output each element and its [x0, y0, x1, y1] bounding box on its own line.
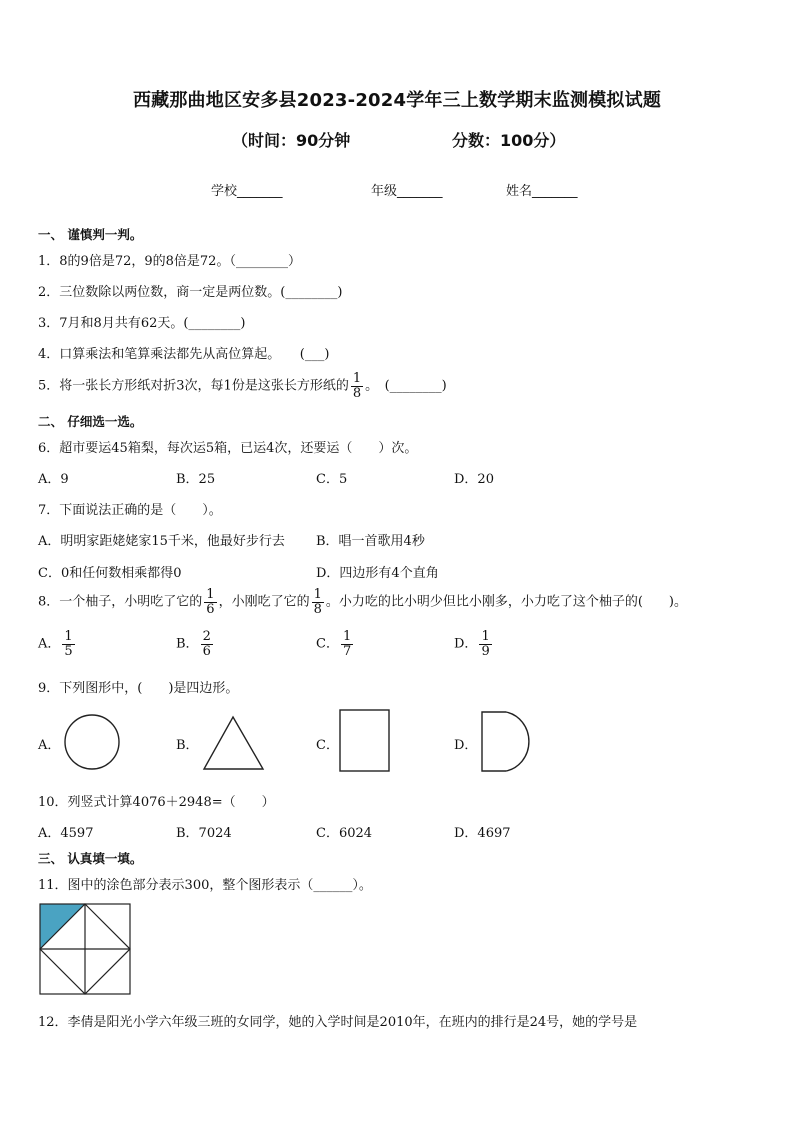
fraction-numerator: 1 [481, 629, 490, 644]
option-fraction [479, 630, 491, 658]
fraction-numerator: 1 [206, 587, 215, 602]
question-11: 11．图中的涂色部分表示300，整个图形表示（______）。 [38, 878, 372, 893]
option-label: A． [38, 636, 61, 652]
rectangle-shape [338, 708, 392, 774]
question-8-text-b: ，小刚吃了它的 [218, 594, 310, 610]
option-fraction [62, 630, 74, 658]
q9-option-c[interactable]: C． [316, 738, 339, 753]
fraction-one-eighth [351, 372, 363, 400]
fraction-denominator: 6 [206, 601, 215, 617]
triangle-shape [202, 714, 266, 772]
question-8-text-c: 。小力吃的比小明少但比小刚多，小力吃了这个柚子的( )。 [325, 594, 688, 610]
fraction-numerator: 2 [202, 629, 211, 644]
fraction-denominator: 5 [64, 643, 73, 659]
fraction-denominator: 8 [352, 385, 362, 401]
fraction-numerator: 1 [313, 587, 322, 602]
exam-score: 分数：100分） [452, 131, 566, 150]
q10-option-a[interactable]: A．4597 [38, 826, 94, 841]
question-6: 6．超市要运45箱梨，每次运5箱，已运4次，还要运（ ）次。 [38, 441, 418, 456]
q8-option-a[interactable] [38, 630, 77, 658]
option-fraction [341, 630, 353, 658]
page-title: 西藏那曲地区安多县2023-2024学年三上数学期末监测模拟试题 [132, 90, 662, 111]
q7-option-b[interactable]: B．唱一首歌用4秒 [316, 534, 425, 549]
option-label: B． [176, 636, 199, 652]
q7-option-d[interactable]: D．四边形有4个直角 [316, 566, 439, 581]
q8-option-c[interactable] [316, 630, 355, 658]
q6-option-a[interactable]: A．9 [38, 472, 69, 487]
question-5 [38, 372, 447, 400]
circle-shape [62, 713, 122, 773]
q9-option-b[interactable]: B． [176, 738, 199, 753]
q10-option-b[interactable]: B．7024 [176, 826, 232, 841]
question-8-text-a: 8．一个柚子，小明吃了它的 [38, 594, 203, 610]
fraction-denominator: 6 [202, 643, 211, 659]
fraction-numerator: 1 [352, 371, 362, 386]
question-5-text: 5．将一张长方形纸对折3次，每1份是这张长方形纸的 [38, 378, 349, 394]
q6-option-d[interactable]: D．20 [454, 472, 494, 487]
fraction-numerator: 1 [64, 629, 73, 644]
q9-option-a[interactable]: A． [38, 738, 61, 753]
square-diagram [38, 902, 133, 997]
option-label: D． [454, 636, 478, 652]
section-2-heading: 二、 仔细选一选。 [38, 414, 143, 429]
fraction-denominator: 9 [481, 643, 490, 659]
question-10: 10．列竖式计算4076＋2948=（ ） [38, 795, 275, 810]
exam-time: （时间：90分钟 [232, 131, 351, 150]
fraction-one-sixth [204, 588, 216, 616]
section-1-heading: 一、 谨慎判一判。 [38, 227, 143, 242]
fraction-denominator: 8 [313, 601, 322, 617]
q6-option-c[interactable]: C．5 [316, 472, 348, 487]
name-field[interactable]: 姓名_______ [506, 184, 578, 199]
option-fraction [201, 630, 213, 658]
q7-option-c[interactable]: C．0和任何数相乘都得0 [38, 566, 182, 581]
school-field[interactable]: 学校_______ [211, 184, 283, 199]
grade-field[interactable]: 年级_______ [371, 184, 443, 199]
fraction-one-eighth [312, 588, 324, 616]
q10-option-c[interactable]: C．6024 [316, 826, 373, 841]
question-5-blank: 。 (________) [365, 378, 447, 394]
question-1: 1．8的9倍是72，9的8倍是72。（________） [38, 254, 301, 269]
fraction-numerator: 1 [342, 629, 352, 644]
question-9: 9．下列图形中，( )是四边形。 [38, 681, 239, 696]
question-7: 7．下面说法正确的是（ ）。 [38, 503, 222, 518]
question-12: 12．李倩是阳光小学六年级三班的女同学，她的入学时间是2010年，在班内的排行是24号，她的学号是 [38, 1015, 638, 1030]
option-label: C． [316, 636, 339, 652]
q6-option-b[interactable]: B．25 [176, 472, 216, 487]
question-4: 4．口算乘法和笔算乘法都先从高位算起。 (___) [38, 347, 330, 362]
fraction-denominator: 7 [342, 643, 352, 659]
q8-option-b[interactable] [176, 630, 215, 658]
question-3: 3．7月和8月共有62天。(________) [38, 316, 246, 331]
q7-option-a[interactable]: A．明明家距姥姥家15千米，他最好步行去 [38, 534, 285, 549]
d-shape [480, 710, 538, 774]
question-8 [38, 588, 687, 616]
q8-option-d[interactable] [454, 630, 494, 658]
q10-option-d[interactable]: D．4697 [454, 826, 511, 841]
question-2: 2．三位数除以两位数，商一定是两位数。(________) [38, 285, 343, 300]
q9-option-d[interactable]: D． [454, 738, 478, 753]
section-3-heading: 三、 认真填一填。 [38, 851, 143, 866]
